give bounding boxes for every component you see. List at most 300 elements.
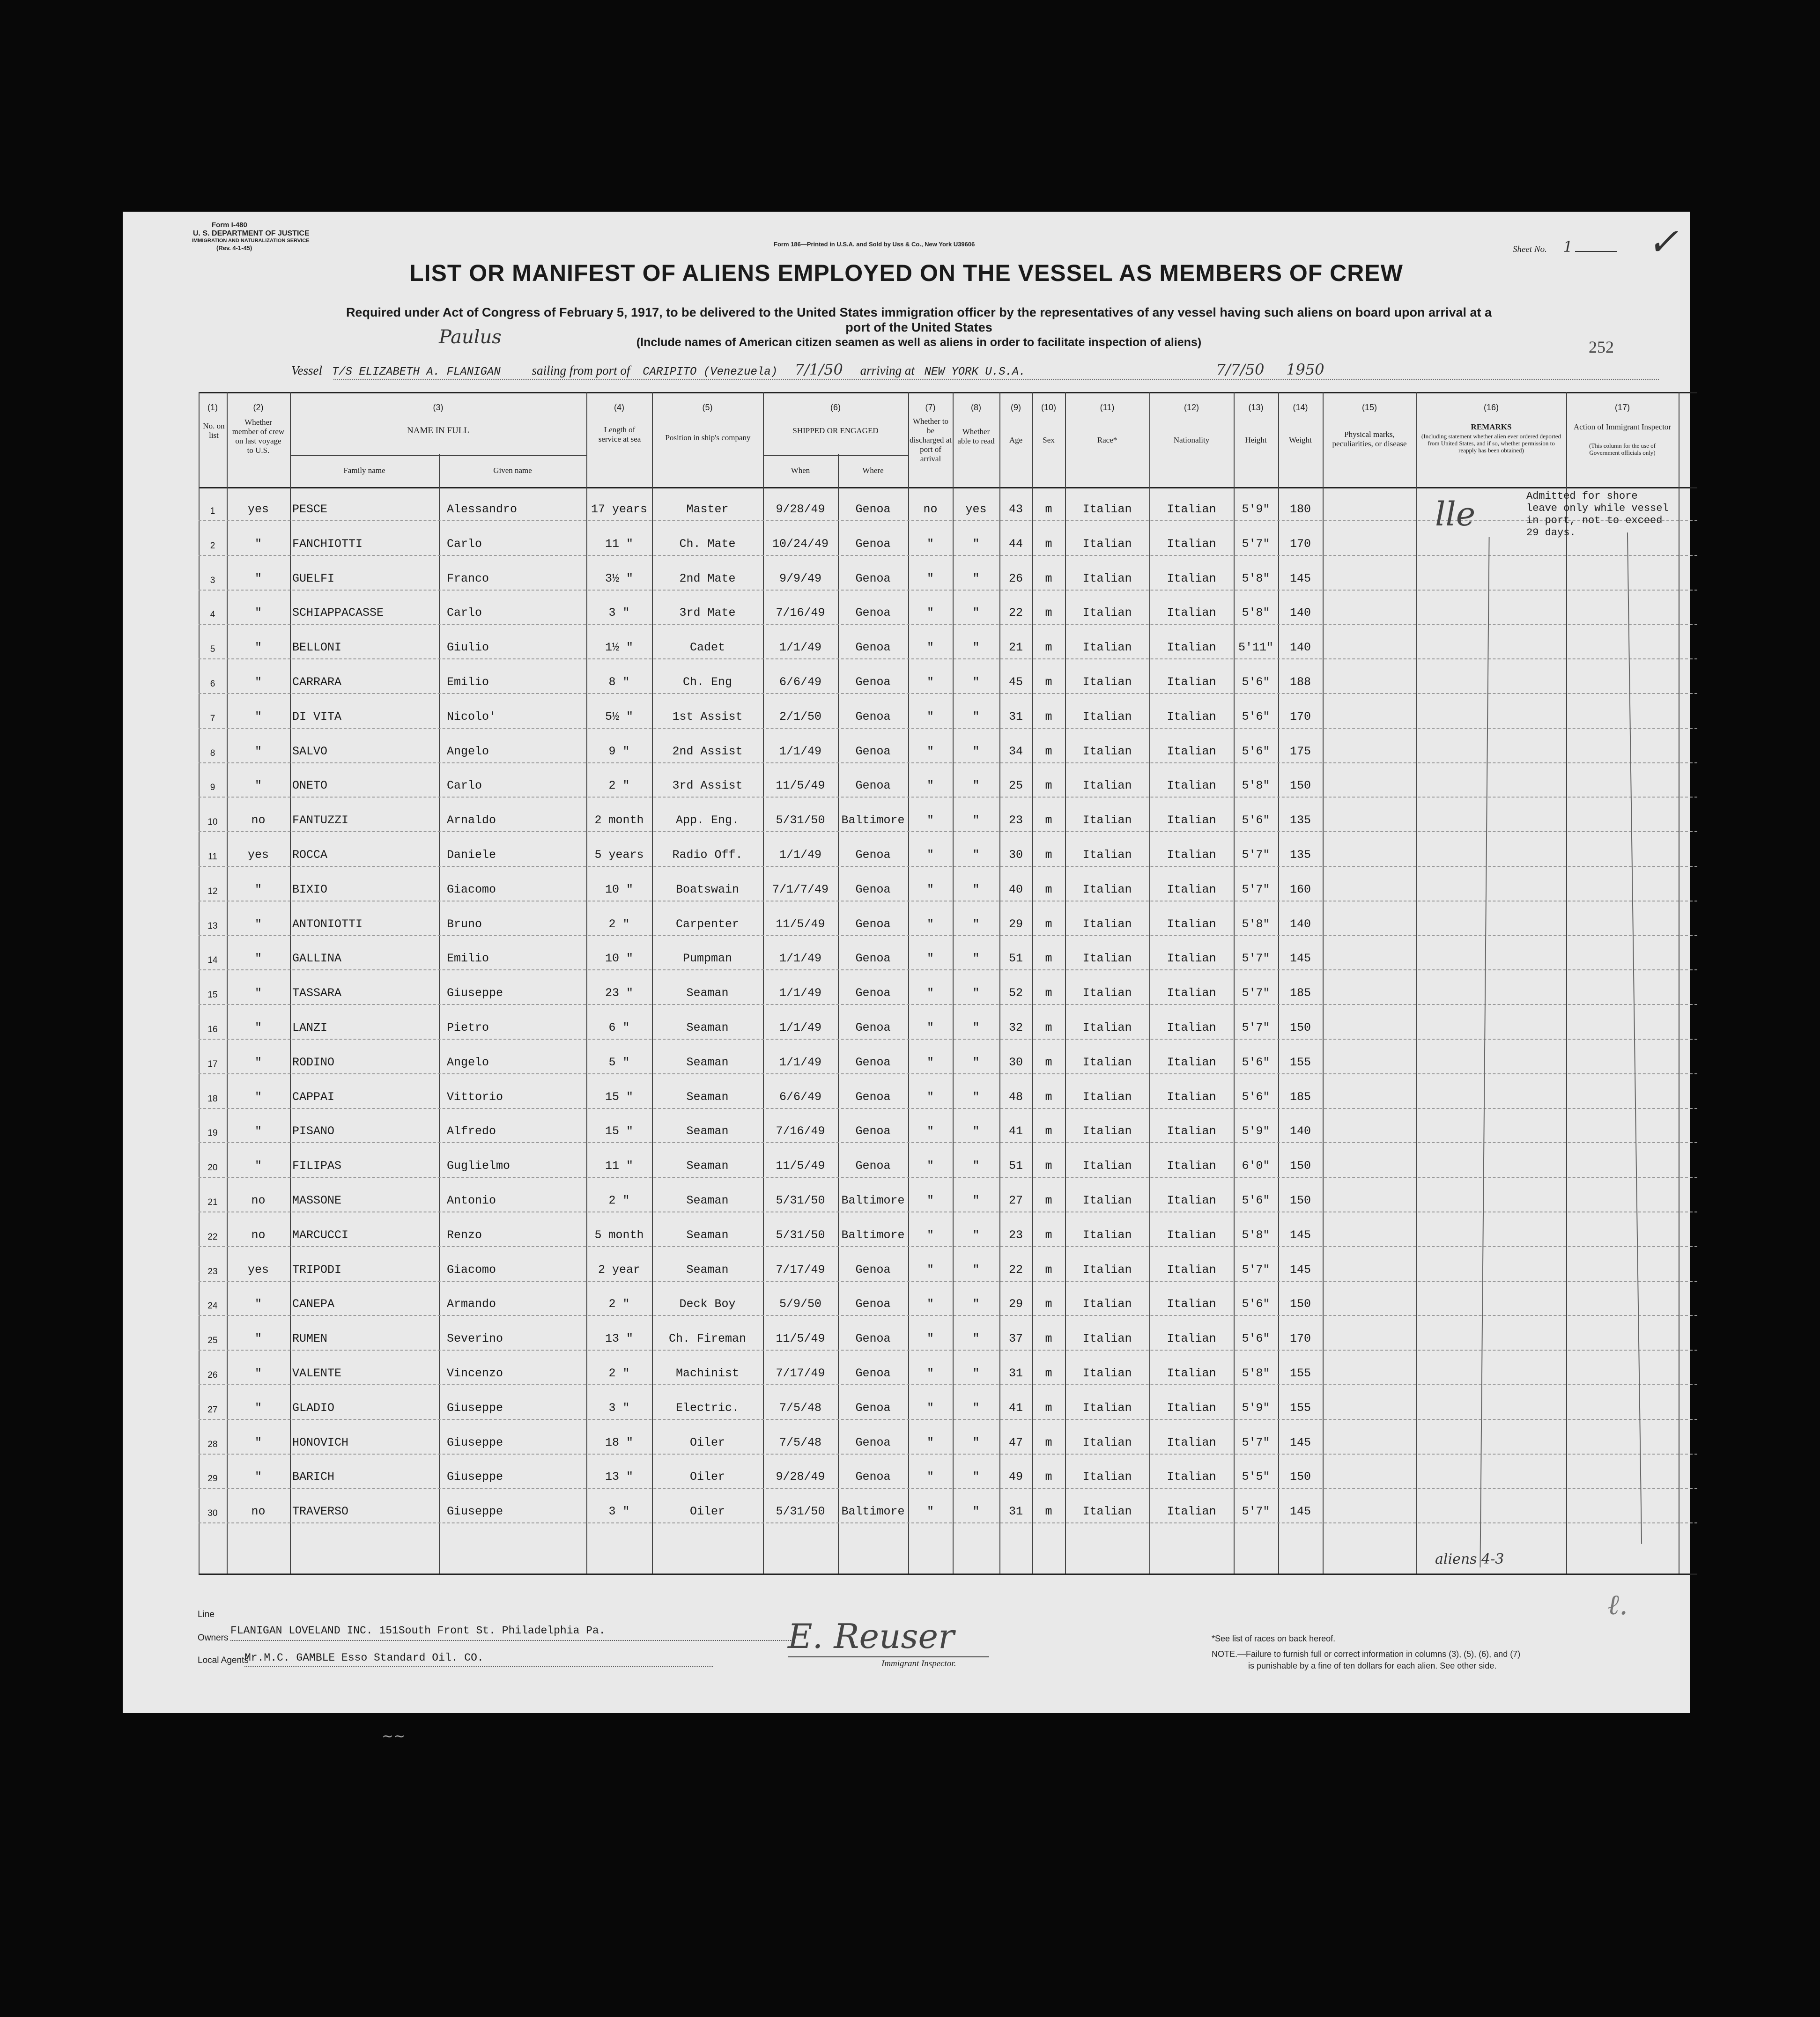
cell-height: 5'8"	[1242, 606, 1270, 620]
cell-when: 1/1/49	[779, 848, 821, 862]
cell-nat: Italian	[1167, 1124, 1216, 1138]
cell-no: 6	[210, 679, 215, 689]
col-10-label: Sex	[1043, 436, 1055, 444]
cell-where: Genoa	[855, 1124, 891, 1138]
table-header	[199, 392, 1697, 488]
cell-sex: m	[1045, 986, 1052, 1000]
cell-when: 7/5/48	[779, 1435, 821, 1449]
cell-where: Genoa	[855, 1297, 891, 1311]
cell-read: "	[972, 1401, 980, 1415]
cell-no: 23	[207, 1266, 218, 1277]
cell-race: Italian	[1082, 813, 1132, 827]
signature-underline	[788, 1656, 989, 1657]
crew-row	[199, 1108, 1697, 1143]
cell-weight: 145	[1289, 1263, 1311, 1277]
crew-row	[199, 797, 1697, 832]
cell-race: Italian	[1082, 1401, 1132, 1415]
cell-age: 34	[1008, 744, 1023, 758]
cell-family: ONETO	[292, 779, 328, 793]
handwritten-initials: Paulus	[439, 326, 502, 348]
family-name-header: Family name	[343, 466, 385, 475]
department: U. S. DEPARTMENT OF JUSTICE	[193, 229, 310, 237]
cell-race: Italian	[1082, 952, 1132, 966]
cell-given: Giuseppe	[447, 1470, 503, 1484]
cell-read: "	[972, 1159, 980, 1173]
cell-given: Giuseppe	[447, 1435, 503, 1449]
col-2-number: (2)	[253, 403, 264, 412]
cell-read: "	[972, 882, 980, 896]
cell-sex: m	[1045, 882, 1052, 896]
cell-height: 5'8"	[1242, 779, 1270, 793]
cell-family: PISANO	[292, 1124, 335, 1138]
cell-nat: Italian	[1167, 606, 1216, 620]
crew-row	[199, 728, 1697, 763]
cell-race: Italian	[1082, 779, 1132, 793]
crew-row	[199, 589, 1697, 625]
cell-nat: Italian	[1167, 1159, 1216, 1173]
cell-disch: "	[926, 1401, 934, 1415]
cell-read: "	[972, 1263, 980, 1277]
cell-when: 1/1/49	[779, 744, 821, 758]
cell-race: Italian	[1082, 1367, 1132, 1380]
cell-service: 8 "	[608, 675, 630, 689]
cell-nat: Italian	[1167, 1021, 1216, 1034]
cell-age: 22	[1008, 1263, 1023, 1277]
cell-position: Master	[686, 502, 729, 516]
cell-when: 7/16/49	[776, 1124, 825, 1138]
cell-where: Genoa	[855, 1055, 891, 1069]
cell-age: 32	[1008, 1021, 1023, 1034]
cell-family: BIXIO	[292, 882, 328, 896]
cell-when: 11/5/49	[776, 1332, 825, 1346]
note-line-2: is punishable by a fine of ten dollars for each alien. See other side.	[1248, 1661, 1497, 1670]
cell-when: 7/5/48	[779, 1401, 821, 1415]
cell-sex: m	[1045, 779, 1052, 793]
cell-family: RODINO	[292, 1055, 335, 1069]
cell-read: "	[972, 675, 980, 689]
printer-line: Form 186—Printed in U.S.A. and Sold by Uss & Co., New York U39606	[774, 241, 975, 248]
col-17-number: (17)	[1614, 403, 1630, 412]
cell-nat: Italian	[1167, 986, 1216, 1000]
cell-where: Genoa	[855, 1332, 891, 1346]
cell-when: 1/1/49	[779, 641, 821, 655]
cell-where: Genoa	[855, 1090, 891, 1104]
cell-height: 5'7"	[1242, 537, 1270, 551]
vessel-underline	[333, 379, 1659, 380]
cell-no: 30	[207, 1508, 218, 1519]
cell-no: 28	[207, 1439, 218, 1449]
cell-position: Seaman	[686, 1090, 729, 1104]
col-14-label: Weight	[1289, 436, 1312, 444]
cell-when: 6/6/49	[779, 675, 821, 689]
cell-when: 5/31/50	[776, 1194, 825, 1207]
cell-nat: Italian	[1167, 882, 1216, 896]
inspector-mark: lle	[1435, 495, 1476, 533]
cell-read: "	[972, 917, 980, 931]
cell-family: SCHIAPPACASSE	[292, 606, 384, 620]
cell-when: 5/31/50	[776, 1228, 825, 1242]
cell-no: 20	[207, 1163, 218, 1173]
cell-when: 9/9/49	[779, 571, 821, 585]
where-header: Where	[862, 466, 884, 475]
cell-nat: Italian	[1167, 1090, 1216, 1104]
cell-no: 12	[207, 886, 218, 896]
cell-prev: "	[254, 1332, 262, 1346]
cell-given: Giuseppe	[447, 986, 503, 1000]
cell-where: Genoa	[855, 1263, 891, 1277]
cell-disch: "	[926, 1124, 934, 1138]
cell-when: 7/17/49	[776, 1367, 825, 1380]
crew-row	[199, 1073, 1697, 1109]
cell-weight: 150	[1289, 1470, 1311, 1484]
arriving-label: arriving at	[860, 363, 915, 377]
cell-when: 1/1/49	[779, 1021, 821, 1034]
cell-prev: "	[254, 1090, 262, 1104]
subtitle-line-1: Required under Act of Congress of February 5, 1917, to be delivered to the United States immigration officer by the representatives of any vessel having such aliens on board upon arrival at a	[346, 305, 1492, 319]
cell-disch: "	[926, 779, 934, 793]
cell-nat: Italian	[1167, 1263, 1216, 1277]
cell-weight: 150	[1289, 779, 1311, 793]
cell-read: yes	[965, 502, 987, 516]
check-mark-icon: ✓	[1647, 220, 1679, 264]
cell-prev: "	[254, 1297, 262, 1311]
cell-weight: 135	[1289, 848, 1311, 862]
cell-given: Vincenzo	[447, 1367, 503, 1380]
cell-weight: 140	[1289, 606, 1311, 620]
cell-disch: "	[926, 1090, 934, 1104]
cell-prev: "	[254, 1055, 262, 1069]
cell-read: "	[972, 1505, 980, 1519]
cell-age: 51	[1008, 952, 1023, 966]
cell-height: 5'7"	[1242, 986, 1270, 1000]
cell-weight: 160	[1289, 882, 1311, 896]
cell-sex: m	[1045, 813, 1052, 827]
cell-sex: m	[1045, 1263, 1052, 1277]
cell-family: LANZI	[292, 1021, 328, 1034]
cell-age: 27	[1008, 1194, 1023, 1207]
cell-position: Ch. Eng	[682, 675, 732, 689]
cell-age: 23	[1008, 1228, 1023, 1242]
cell-disch: "	[926, 986, 934, 1000]
cell-no: 29	[207, 1474, 218, 1484]
cell-read: "	[972, 1297, 980, 1311]
cell-read: "	[972, 744, 980, 758]
cell-age: 21	[1008, 641, 1023, 655]
col-16-note: (Including statement whether alien ever ordered deported from United States, and if so, whether permission to reapply has been obtained)	[1421, 433, 1561, 454]
cell-weight: 150	[1289, 1297, 1311, 1311]
cell-race: Italian	[1082, 502, 1132, 516]
cell-position: Ch. Fireman	[668, 1332, 747, 1346]
cell-weight: 145	[1289, 952, 1311, 966]
crew-table	[199, 392, 1697, 1574]
cell-given: Giacomo	[447, 1263, 496, 1277]
cell-sex: m	[1045, 1401, 1052, 1415]
cell-nat: Italian	[1167, 1367, 1216, 1380]
cell-prev: no	[251, 1505, 266, 1519]
crew-row	[199, 1419, 1697, 1455]
agents-value: Mr.M.C. GAMBLE Esso Standard Oil. CO.	[244, 1652, 484, 1664]
cell-position: Cadet	[689, 641, 725, 655]
cell-service: 5 years	[594, 848, 644, 862]
cell-when: 7/1/7/49	[772, 882, 829, 896]
cell-nat: Italian	[1167, 848, 1216, 862]
cell-family: TRAVERSO	[292, 1505, 349, 1519]
cell-position: 3rd Assist	[672, 779, 743, 793]
corner-mark: ℓ.	[1607, 1588, 1628, 1621]
cell-read: "	[972, 986, 980, 1000]
year: 1950	[1286, 361, 1324, 378]
cell-no: 8	[210, 748, 215, 758]
crew-row	[199, 1453, 1697, 1489]
cell-where: Genoa	[855, 1021, 891, 1034]
crew-row	[199, 1488, 1697, 1523]
sailing-label: sailing from port of	[532, 363, 630, 377]
cell-no: 18	[207, 1093, 218, 1104]
cell-nat: Italian	[1167, 1435, 1216, 1449]
cell-height: 5'9"	[1242, 502, 1270, 516]
cell-prev: "	[254, 1401, 262, 1415]
cell-service: 2 "	[608, 917, 630, 931]
cell-sex: m	[1045, 1228, 1052, 1242]
form-number: Form I-480	[212, 221, 247, 229]
col-4-number: (4)	[614, 403, 624, 412]
cell-height: 5'6"	[1242, 709, 1270, 724]
cell-height: 6'0"	[1242, 1159, 1270, 1173]
cell-family: RUMEN	[292, 1332, 328, 1346]
cell-service: 13 "	[605, 1332, 633, 1346]
cell-sex: m	[1045, 1159, 1052, 1173]
cell-given: Emilio	[447, 675, 489, 689]
cell-given: Alessandro	[447, 502, 518, 516]
cell-age: 23	[1008, 813, 1023, 827]
cell-given: Guglielmo	[447, 1159, 510, 1173]
cell-read: "	[972, 641, 980, 655]
cell-no: 17	[207, 1059, 218, 1069]
cell-disch: "	[926, 882, 934, 896]
when-header: When	[791, 466, 810, 475]
cell-height: 5'7"	[1242, 848, 1270, 862]
cell-family: TASSARA	[292, 986, 342, 1000]
cell-prev: "	[254, 779, 262, 793]
cell-nat: Italian	[1167, 1401, 1216, 1415]
cell-when: 11/5/49	[776, 1159, 825, 1173]
cell-position: Radio Off.	[672, 848, 743, 862]
cell-read: "	[972, 1228, 980, 1242]
cell-sex: m	[1045, 1124, 1052, 1138]
cell-given: Renzo	[447, 1228, 482, 1242]
cell-position: Seaman	[686, 1021, 729, 1034]
cell-prev: "	[254, 952, 262, 966]
cell-height: 5'9"	[1242, 1401, 1270, 1415]
crew-row	[199, 1384, 1697, 1420]
sheet-label: Sheet No.	[1513, 244, 1547, 254]
cell-age: 31	[1008, 709, 1023, 724]
cell-when: 5/31/50	[776, 1505, 825, 1519]
cell-family: FILIPAS	[292, 1159, 342, 1173]
cell-where: Genoa	[855, 1159, 891, 1173]
cell-race: Italian	[1082, 675, 1132, 689]
cell-weight: 170	[1289, 537, 1311, 551]
cell-height: 5'6"	[1242, 744, 1270, 758]
cell-given: Angelo	[447, 744, 489, 758]
cell-read: "	[972, 1090, 980, 1104]
cell-where: Baltimore	[841, 1194, 905, 1207]
cell-height: 5'7"	[1242, 882, 1270, 896]
crew-row	[199, 658, 1697, 694]
cell-nat: Italian	[1167, 537, 1216, 551]
cell-sex: m	[1045, 1332, 1052, 1346]
cell-age: 37	[1008, 1332, 1023, 1346]
cell-where: Genoa	[855, 675, 891, 689]
cell-when: 11/5/49	[776, 917, 825, 931]
inspector-signature: E. Reuser	[788, 1617, 954, 1656]
cell-sex: m	[1045, 1194, 1052, 1207]
cell-read: "	[972, 1332, 980, 1346]
subtitle-line-3: (Include names of American citizen seamen as well as aliens in order to facilitate inspection of aliens)	[636, 336, 1202, 349]
cell-prev: "	[254, 1435, 262, 1449]
cell-disch: "	[926, 571, 934, 585]
cell-weight: 140	[1289, 641, 1311, 655]
cell-where: Genoa	[855, 709, 891, 724]
cell-disch: "	[926, 1505, 934, 1519]
cell-disch: "	[926, 1159, 934, 1173]
cell-race: Italian	[1082, 1470, 1132, 1484]
crew-row	[199, 693, 1697, 729]
cell-age: 45	[1008, 675, 1023, 689]
crew-row	[199, 866, 1697, 901]
cell-position: Seaman	[686, 986, 729, 1000]
col-10-number: (10)	[1041, 403, 1056, 412]
col-7-number: (7)	[925, 403, 936, 412]
cell-prev: yes	[247, 1263, 269, 1277]
cell-read: "	[972, 1435, 980, 1449]
cell-disch: "	[926, 675, 934, 689]
crew-row	[199, 1246, 1697, 1282]
cell-family: SALVO	[292, 744, 328, 758]
cell-race: Italian	[1082, 1124, 1132, 1138]
crew-row	[199, 624, 1697, 659]
cell-sex: m	[1045, 1470, 1052, 1484]
vessel-line	[291, 361, 1659, 379]
cell-given: Nicolo'	[447, 709, 496, 724]
cell-race: Italian	[1082, 882, 1132, 896]
cell-age: 31	[1008, 1367, 1023, 1380]
cell-age: 40	[1008, 882, 1023, 896]
cell-given: Armando	[447, 1297, 496, 1311]
col-12-label: Nationality	[1173, 436, 1210, 444]
cell-position: Oiler	[689, 1435, 725, 1449]
owners-label: Owners	[198, 1633, 229, 1643]
cell-height: 5'7"	[1242, 1505, 1270, 1519]
cell-sex: m	[1045, 1090, 1052, 1104]
col-3-number: (3)	[433, 403, 444, 412]
cell-height: 5'5"	[1242, 1470, 1270, 1484]
crew-row	[199, 1212, 1697, 1247]
cell-race: Italian	[1082, 744, 1132, 758]
cell-no: 27	[207, 1404, 218, 1415]
cell-service: 11 "	[605, 537, 633, 551]
cell-service: 15 "	[605, 1090, 633, 1104]
cell-service: 1½ "	[605, 641, 633, 655]
cell-given: Bruno	[447, 917, 482, 931]
cell-age: 41	[1008, 1401, 1023, 1415]
cell-prev: yes	[247, 848, 269, 862]
cell-age: 48	[1008, 1090, 1023, 1104]
cell-weight: 150	[1289, 1159, 1311, 1173]
cell-age: 25	[1008, 779, 1023, 793]
cell-service: 3½ "	[605, 571, 633, 585]
cell-prev: no	[251, 1194, 266, 1207]
revision: (Rev. 4-1-45)	[216, 244, 252, 251]
service-name: IMMIGRATION AND NATURALIZATION SERVICE	[192, 238, 310, 244]
cell-no: 21	[207, 1197, 218, 1207]
cell-nat: Italian	[1167, 709, 1216, 724]
cell-disch: "	[926, 641, 934, 655]
note-line-1: NOTE.—Failure to furnish full or correct information in columns (3), (5), (6), and (7)	[1212, 1649, 1521, 1659]
cell-family: FANCHIOTTI	[292, 537, 363, 551]
cell-prev: no	[251, 1228, 266, 1242]
cell-race: Italian	[1082, 1332, 1132, 1346]
cell-age: 52	[1008, 986, 1023, 1000]
col-17-note: (This column for the use of Government officials only)	[1589, 442, 1656, 456]
cell-prev: "	[254, 744, 262, 758]
cell-weight: 155	[1289, 1401, 1311, 1415]
cell-service: 11 "	[605, 1159, 633, 1173]
cell-weight: 150	[1289, 1021, 1311, 1034]
cell-service: 10 "	[605, 882, 633, 896]
cell-given: Pietro	[447, 1021, 489, 1034]
cell-race: Italian	[1082, 1090, 1132, 1104]
cell-height: 5'7"	[1242, 1021, 1270, 1034]
col-5-number: (5)	[702, 403, 713, 412]
crew-row	[199, 831, 1697, 867]
cell-where: Genoa	[855, 606, 891, 620]
cell-nat: Italian	[1167, 641, 1216, 655]
cell-height: 5'8"	[1242, 1367, 1270, 1380]
departure-date: 7/1/50	[794, 361, 843, 378]
cell-family: FANTUZZI	[292, 813, 349, 827]
col-5-label: Position in ship's company	[665, 433, 751, 442]
cell-family: CAPPAI	[292, 1090, 335, 1104]
name-subline	[290, 455, 586, 456]
cell-disch: "	[926, 917, 934, 931]
cell-sex: m	[1045, 1505, 1052, 1519]
cell-weight: 145	[1289, 571, 1311, 585]
arrival-port: NEW YORK U.S.A.	[924, 366, 1026, 378]
cell-read: "	[972, 1124, 980, 1138]
cell-race: Italian	[1082, 1194, 1132, 1207]
cell-service: 2 "	[608, 1367, 630, 1380]
cell-age: 49	[1008, 1470, 1023, 1484]
cell-race: Italian	[1082, 1263, 1132, 1277]
cell-read: "	[972, 848, 980, 862]
cell-when: 5/9/50	[779, 1297, 821, 1311]
cell-disch: no	[923, 502, 938, 516]
cell-no: 11	[208, 852, 217, 862]
cell-position: Boatswain	[675, 882, 740, 896]
crew-row	[199, 1004, 1697, 1040]
cell-position: 1st Assist	[672, 709, 743, 724]
crew-row	[199, 935, 1697, 970]
cell-sex: m	[1045, 1021, 1052, 1034]
cell-nat: Italian	[1167, 1505, 1216, 1519]
cell-family: DI VITA	[292, 709, 342, 724]
cell-height: 5'6"	[1242, 1194, 1270, 1207]
col-11-number: (11)	[1100, 403, 1115, 412]
cell-position: Oiler	[689, 1505, 725, 1519]
cell-service: 2 "	[608, 1194, 630, 1207]
remarks-note: Admitted for shore leave only while vessel in port, not to exceed 29 days.	[1526, 490, 1669, 539]
